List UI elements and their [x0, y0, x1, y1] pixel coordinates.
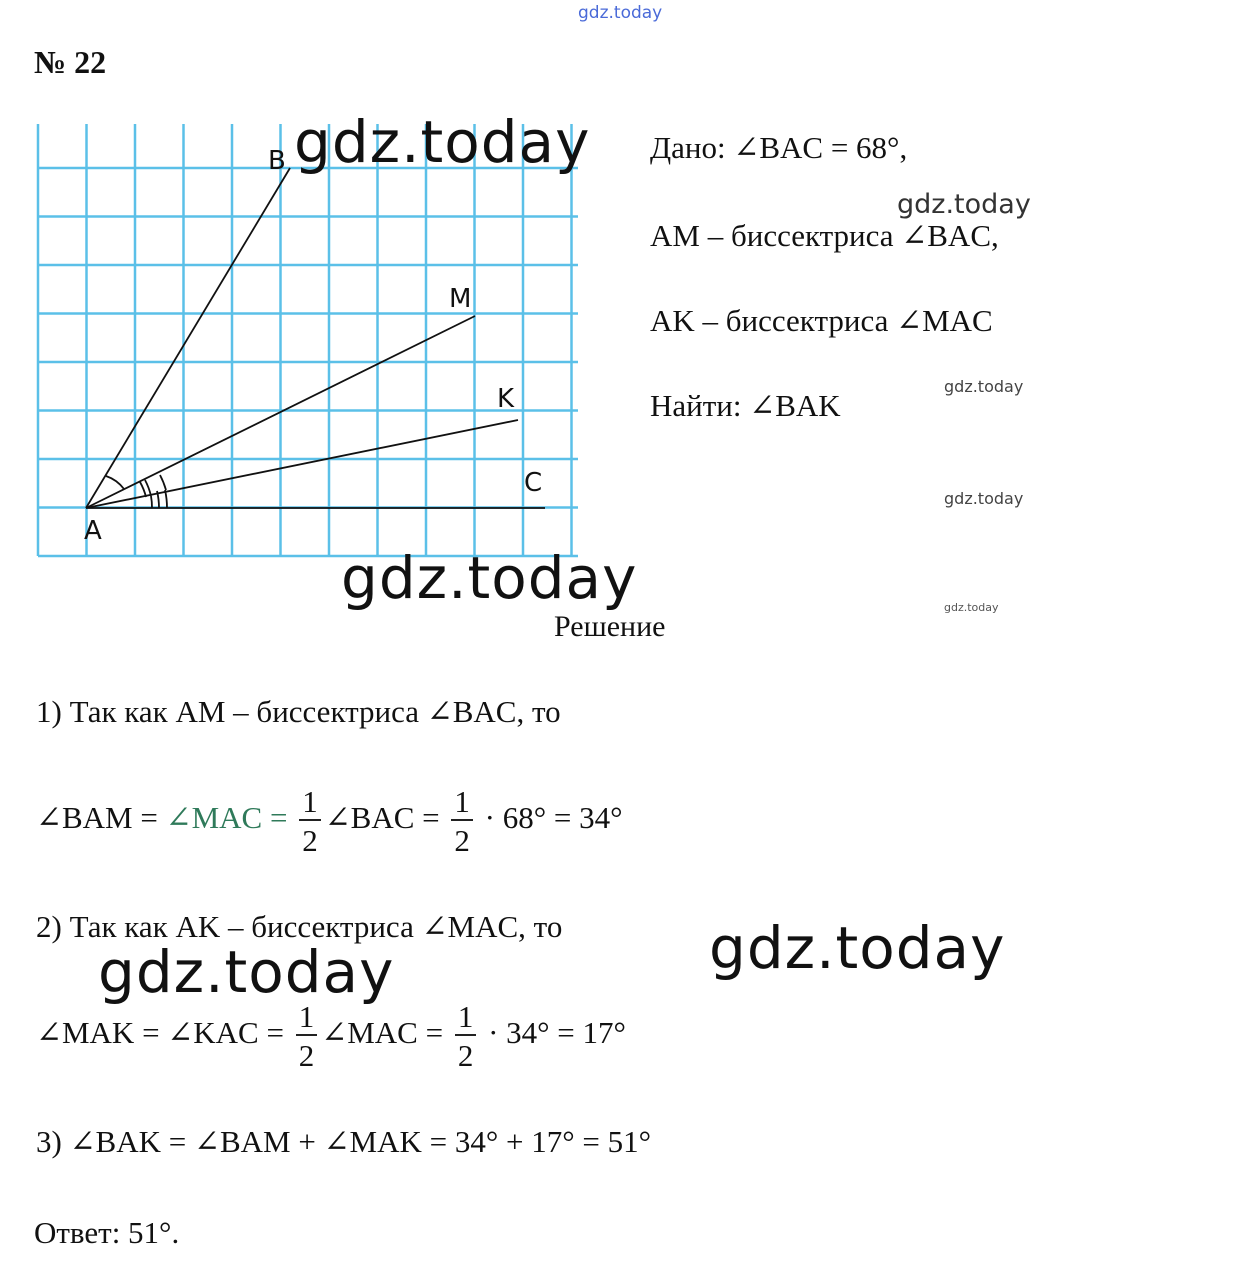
step-2-after-frac: ∠MAC =	[321, 1015, 451, 1051]
answer: Ответ: 51°.	[34, 1215, 180, 1250]
point-label-k: K	[497, 384, 515, 414]
given-line-2: AM – биссектриса ∠BAC,	[650, 218, 999, 253]
step-1-fraction-1	[299, 786, 321, 856]
point-label-a: A	[84, 516, 102, 546]
solution-step-1-equation	[36, 786, 623, 856]
fraction-denominator: 2	[298, 1038, 315, 1073]
point-label-m: M	[449, 284, 472, 314]
given-line-1: Дано: ∠BAC = 68°,	[650, 130, 908, 165]
task-number: № 22	[34, 44, 107, 80]
angle-arc-kac-1	[151, 496, 152, 508]
rays	[86, 168, 545, 508]
fraction-numerator: 1	[455, 1001, 477, 1036]
fraction-denominator: 2	[302, 823, 318, 858]
angle-arc-mak-3	[160, 475, 166, 490]
given-line-3: AK – биссектриса ∠MAC	[650, 303, 993, 338]
solution-heading: Решение	[554, 610, 666, 643]
solution-step-2-text: 2) Так как AK – биссектриса ∠MAC, то	[36, 909, 563, 944]
step-1-tail: · 68° = 34°	[484, 800, 623, 836]
point-label-c: C	[524, 468, 543, 498]
solution-step-3: 3) ∠BAK = ∠BAM + ∠MAK = 34° + 17° = 51°	[36, 1124, 652, 1159]
watermark-right-middle: gdz.today	[709, 914, 1006, 982]
fraction-denominator: 2	[454, 823, 470, 858]
step-1-mid: ∠MAC =	[165, 800, 296, 836]
angle-arc-kac-3	[165, 490, 167, 508]
watermark-given-1: gdz.today	[897, 189, 1031, 220]
fraction-numerator: 1	[451, 786, 473, 821]
angle-arc-bam	[106, 476, 124, 489]
fraction-denominator: 2	[457, 1038, 474, 1073]
watermark-given-3: gdz.today	[944, 489, 1024, 508]
watermark-given-4: gdz.today	[944, 601, 999, 614]
step-2-tail: · 34° = 17°	[488, 1015, 626, 1051]
watermark-top: gdz.today	[578, 3, 663, 23]
fraction-numerator: 1	[299, 786, 321, 821]
step-1-fraction-2	[451, 786, 473, 856]
step-2-left: ∠MAK = ∠KAC =	[36, 1015, 292, 1051]
watermark-below-diagram: gdz.today	[341, 544, 638, 612]
fraction-numerator: 1	[296, 1001, 318, 1036]
watermark-given-2: gdz.today	[944, 377, 1024, 396]
step-2-fraction-1	[296, 1001, 318, 1071]
solution-step-2-equation	[36, 1001, 626, 1071]
step-1-left: ∠BAM =	[36, 800, 166, 836]
angle-arc-mak-1	[140, 482, 146, 497]
step-1-after-frac: ∠BAC =	[324, 800, 448, 836]
point-label-b: B	[268, 146, 286, 176]
watermark-over-diagram: gdz.today	[294, 108, 591, 176]
solution-step-1-text: 1) Так как AM – биссектриса ∠BAC, то	[36, 694, 561, 729]
step-2-fraction-2	[455, 1001, 477, 1071]
watermark-left-middle: gdz.today	[98, 938, 395, 1006]
given-line-4: Найти: ∠BAK	[650, 388, 841, 423]
